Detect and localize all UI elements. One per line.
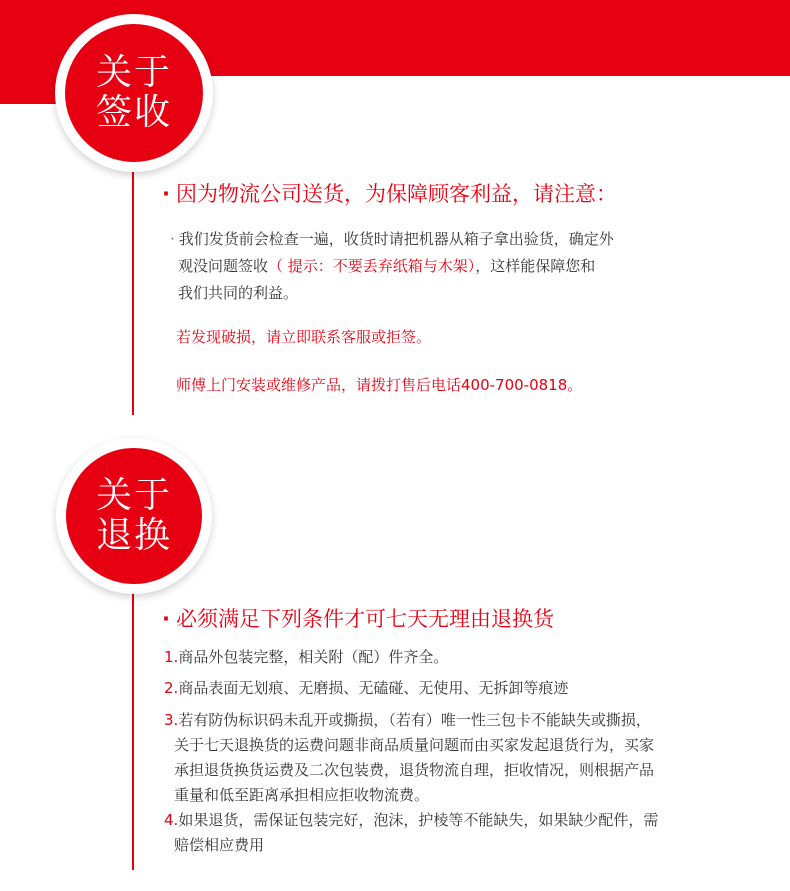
- item-text: 关于七天退换货的运费问题非商品质量问题而由买家发起退货行为，买家: [174, 736, 655, 754]
- list-item: [164, 808, 658, 858]
- heading-text: 必须满足下列条件才可七天无理由退换货: [175, 607, 554, 631]
- section-divider-line: [132, 150, 134, 415]
- heading-bullet: ·: [162, 182, 170, 206]
- item-text: 承担退货换货运费及二次包装费，退货物流自理，拒收情况，则根据产品: [174, 761, 655, 779]
- item-number: 3.: [164, 711, 179, 729]
- item-text: 若有防伪标识码未乱开或撕损，（若有）唯一性三包卡不能缺失或撕损，: [178, 711, 651, 729]
- item-number: 4.: [164, 811, 179, 829]
- section-divider-line: [132, 560, 134, 870]
- heading-bullet: ·: [162, 607, 170, 631]
- list-item: [164, 676, 568, 701]
- paragraph-text: 我们发货前会检查一遍，收货时请把机器从箱子拿出验货，确定外: [178, 230, 614, 248]
- item-number: 1.: [164, 648, 179, 666]
- section-badge-returns: [66, 448, 202, 584]
- paragraph-text: 观没问题签收: [178, 257, 269, 275]
- item-number: 2.: [164, 679, 179, 697]
- tip-text: （ 提示：不要丢弃纸箱与木架）: [268, 257, 476, 275]
- section-badge-signing: [65, 24, 203, 162]
- item-text: 赔偿相应费用: [174, 836, 265, 854]
- damage-note: 若发现破损，请立即联系客服或拒签。: [176, 328, 432, 346]
- list-item: [164, 708, 654, 808]
- paragraph-line: [170, 226, 614, 253]
- signing-paragraph: [170, 226, 614, 307]
- paragraph-text: ，这样能保障您和: [475, 257, 596, 275]
- list-item: [164, 645, 448, 670]
- badge-text-line: 签收: [95, 92, 172, 133]
- heading-text: 因为物流公司送货，为保障顾客利益，请注意：: [175, 182, 617, 206]
- section-heading: [162, 178, 617, 208]
- item-text: 重量和低至距离承担相应拒收物流费。: [174, 786, 430, 804]
- paragraph-bullet: ·: [170, 230, 175, 248]
- service-phone-note: 师傅上门安装或维修产品，请拨打售后电话400-700-0818。: [176, 376, 583, 394]
- paragraph-line: [170, 253, 614, 280]
- badge-text-line: 关于: [95, 52, 172, 93]
- item-text: 如果退货，需保证包装完好，泡沫，护棱等不能缺失，如果缺少配件，需: [178, 811, 659, 829]
- badge-text-line: 关于: [95, 475, 172, 516]
- item-text: 商品外包装完整，相关附（配）件齐全。: [178, 648, 449, 666]
- item-text: 商品表面无划痕、无磨损、无磕碰、无使用、无拆卸等痕迹: [178, 679, 569, 697]
- badge-text-line: 退换: [95, 515, 172, 556]
- section-heading: [162, 603, 554, 633]
- paragraph-line: 我们共同的利益。: [178, 284, 299, 302]
